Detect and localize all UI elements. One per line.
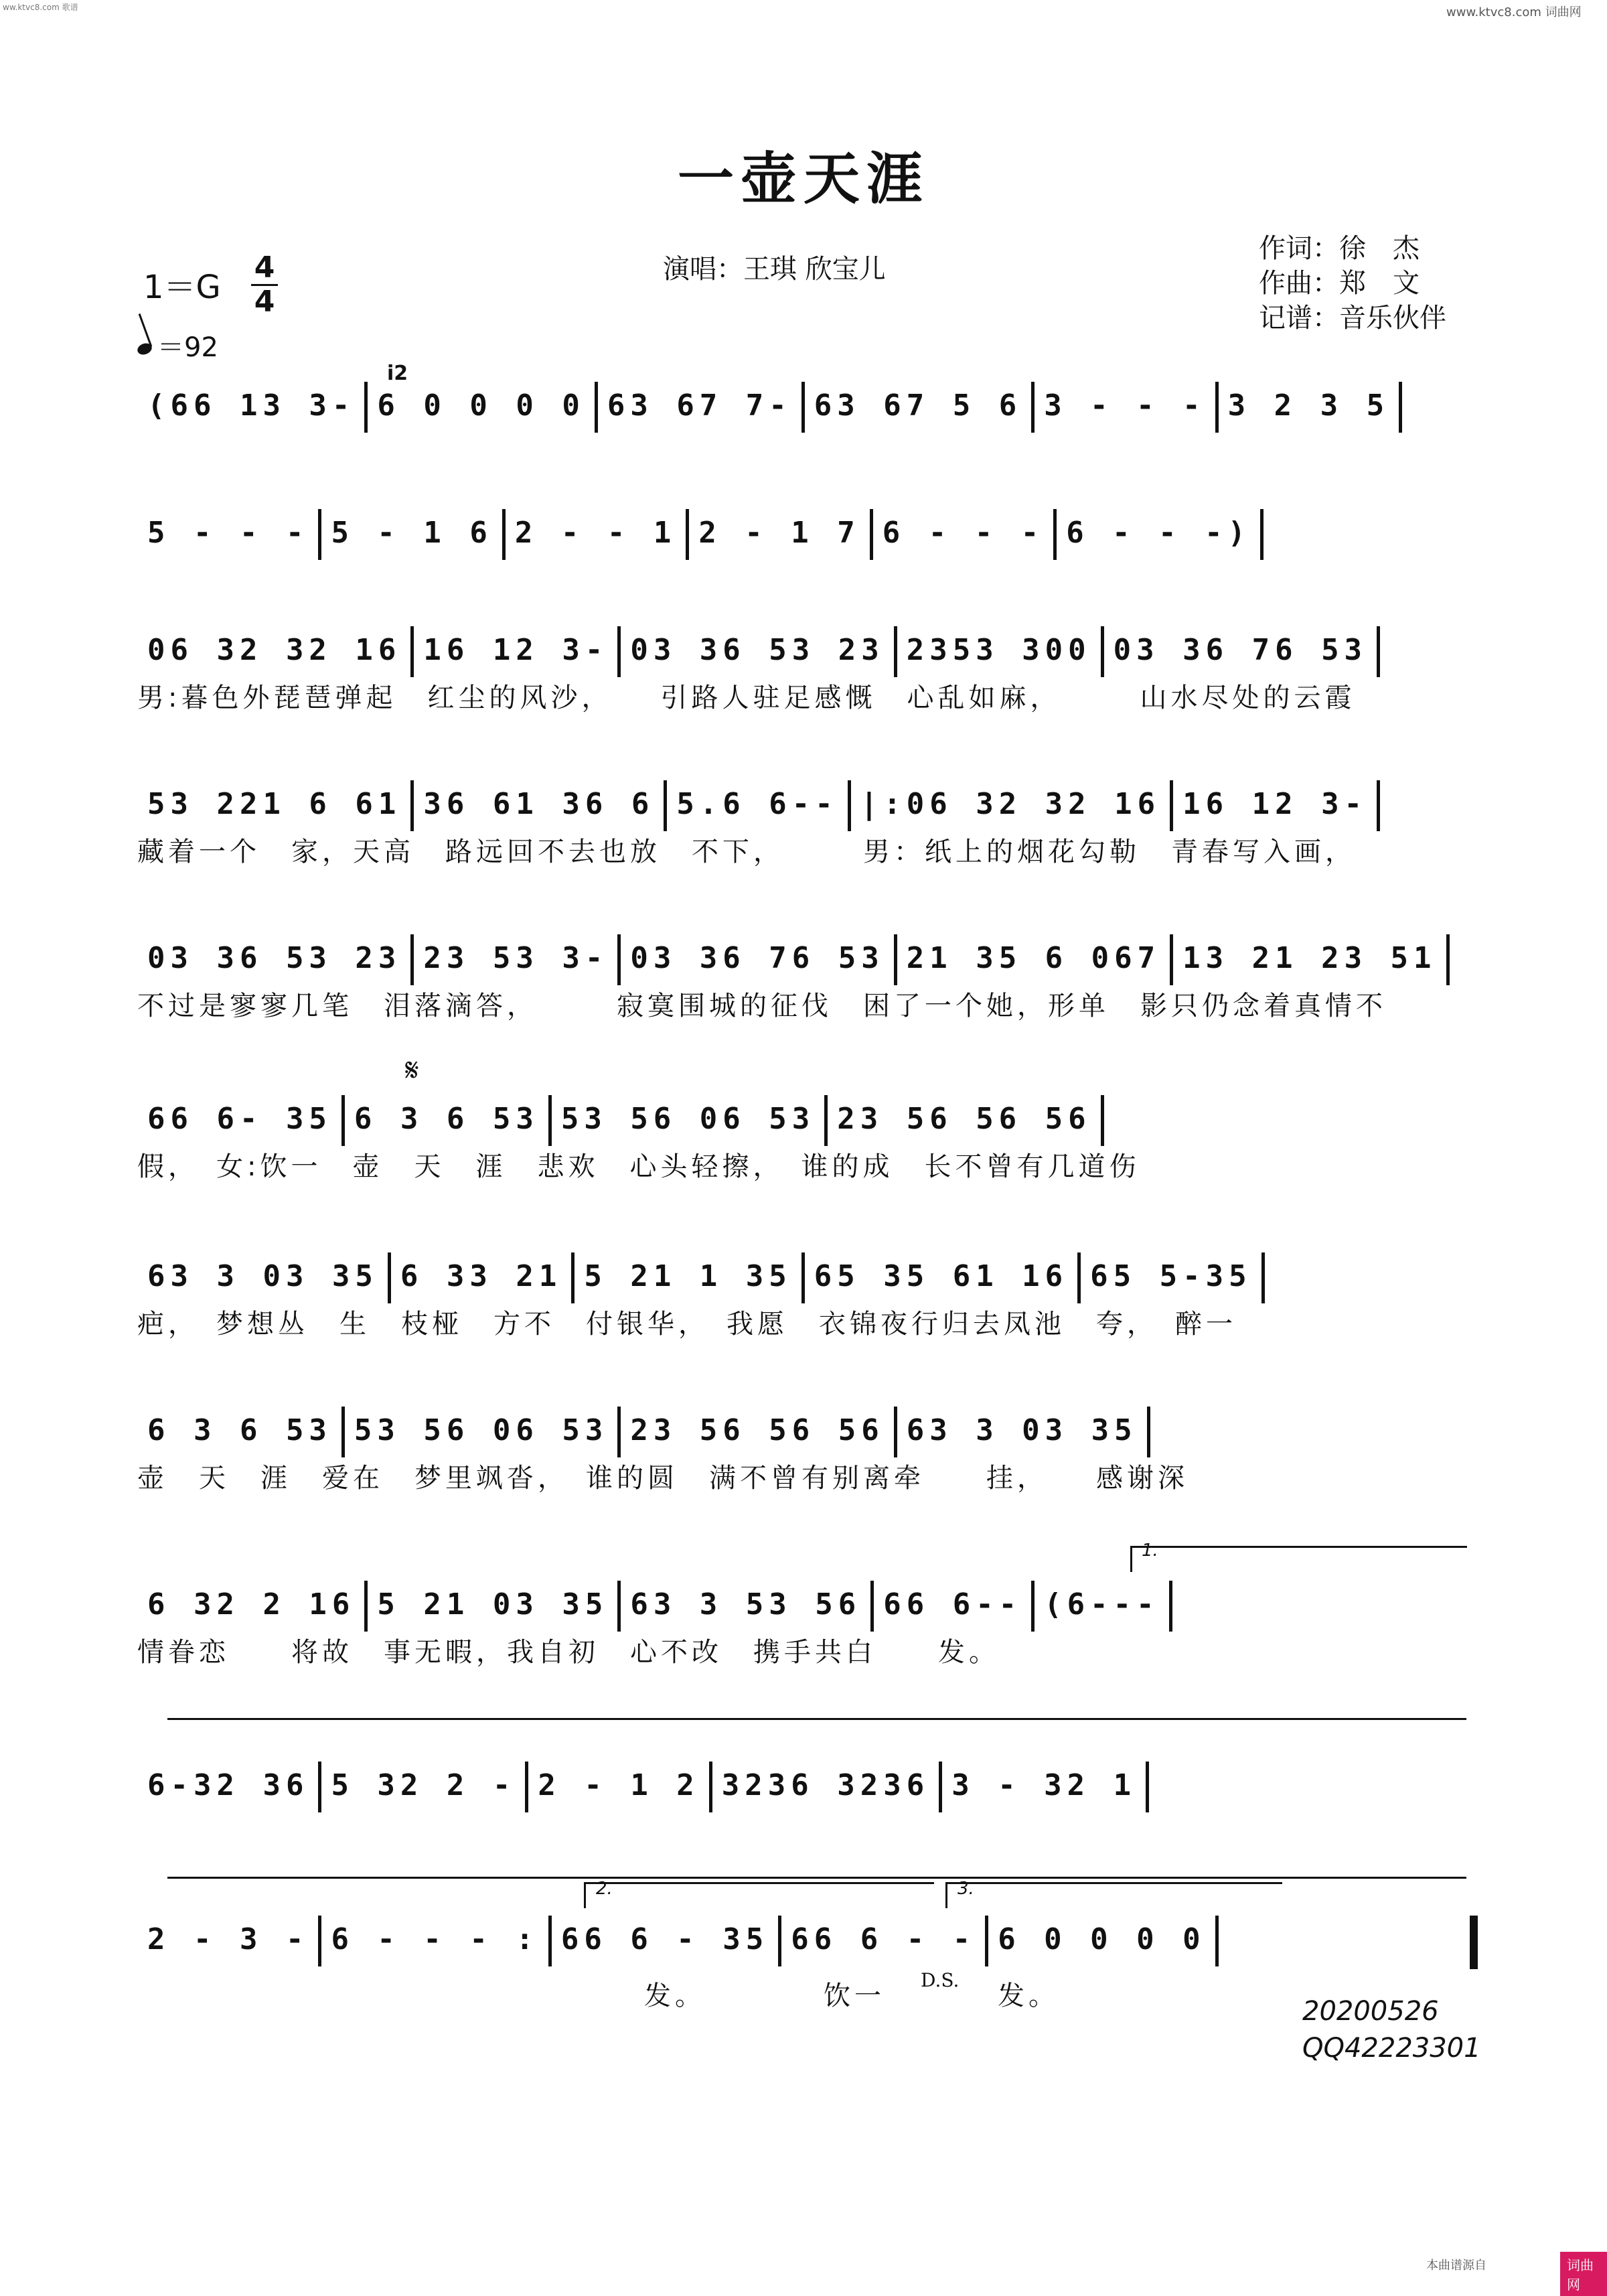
- barline: [548, 1916, 552, 1966]
- barline: [502, 509, 506, 560]
- measure: 66 6 - -: [791, 1922, 976, 1956]
- segno-sign: 𝄋: [405, 1052, 419, 1089]
- barline: [686, 509, 689, 560]
- score-row-notes: [147, 1095, 1114, 1146]
- watermark-brand: 词曲网: [1560, 2252, 1607, 2296]
- transcriber: 记谱：音乐伙伴: [1259, 303, 1446, 334]
- score-row-notes: [147, 780, 1389, 831]
- barline: [1169, 1581, 1172, 1632]
- barline: [778, 1916, 781, 1966]
- barline: [548, 1095, 552, 1146]
- measure: 16 12 3-: [423, 633, 609, 667]
- score-row-notes: [147, 1252, 1274, 1303]
- lyric-end-c: 发。: [998, 1981, 1059, 2011]
- time-signature: [251, 250, 278, 319]
- first-ending-number: 1.: [1142, 1540, 1158, 1561]
- measure: 03 36 76 53: [630, 941, 885, 975]
- tempo-mark: [137, 326, 218, 364]
- measure: 3 - - -: [1044, 388, 1206, 423]
- barline: [1261, 1252, 1265, 1303]
- barline: [617, 934, 621, 985]
- barline: [848, 780, 851, 831]
- footer-date: 20200526: [1302, 1996, 1439, 2027]
- measure: 6 0 0 0 0: [377, 388, 585, 423]
- barline: [985, 1916, 988, 1966]
- measure: 5.6 6--: [676, 787, 838, 821]
- barline: [1147, 1407, 1150, 1457]
- barline: [1101, 626, 1104, 677]
- score-row-notes: [147, 509, 1273, 560]
- barline: [1377, 780, 1380, 831]
- watermark-top-left: ww.ktvc8.com 歌谱: [3, 3, 78, 12]
- third-ending-bracket: [945, 1882, 1282, 1908]
- barline: [1170, 780, 1173, 831]
- measure: 3236 3236: [721, 1768, 930, 1802]
- measure: 21 35 6 067: [906, 941, 1161, 975]
- singers: 演唱：王琪 欣宝儿: [663, 254, 886, 285]
- watermark-bottom: 本曲谱源自: [1426, 2258, 1486, 2273]
- score-row-lyric: 疤， 梦想丛 生 枝桠 方不 付银华， 我愿 衣锦夜行归去凤池 夸， 醉一: [137, 1309, 1237, 1340]
- measure: 63 67 5 6: [814, 388, 1022, 423]
- measure: 2 - - 1: [514, 516, 677, 550]
- second-ending-bracket: [584, 1882, 934, 1908]
- barline: [388, 1252, 391, 1303]
- lyric-end-a: 发。: [644, 1981, 706, 2011]
- measure: 66 6--: [883, 1587, 1022, 1622]
- barline: [1215, 1916, 1219, 1966]
- measure: 63 67 7-: [607, 388, 792, 423]
- measure: 6 3 6 53: [354, 1102, 539, 1136]
- measure: 06 32 32 16: [147, 633, 402, 667]
- barline: [341, 1095, 345, 1146]
- barline: [364, 382, 368, 433]
- measure: 2 - 3 -: [147, 1922, 309, 1956]
- measure: (66 13 3-: [147, 388, 356, 423]
- measure: 5 21 03 35: [377, 1587, 609, 1622]
- barline: [1053, 509, 1057, 560]
- third-ending-number: 3.: [958, 1879, 974, 1899]
- measure: 6-32 36: [147, 1768, 309, 1802]
- score-row-notes: [147, 1581, 1182, 1632]
- tempo-value: ＝92: [157, 332, 218, 363]
- composer: 作曲：郑 文: [1259, 268, 1420, 299]
- barline: [1146, 1762, 1149, 1812]
- barline: [1031, 382, 1035, 433]
- measure: 66 6 - 35: [560, 1922, 769, 1956]
- measure: 65 5-35: [1090, 1259, 1252, 1293]
- measure: 36 61 36 6: [423, 787, 655, 821]
- barline: [364, 1581, 368, 1632]
- measure: 63 3 03 35: [147, 1259, 378, 1293]
- measure: 5 21 1 35: [584, 1259, 792, 1293]
- measure: 16 12 3-: [1182, 787, 1368, 821]
- footer-qq: QQ42223301: [1302, 2033, 1481, 2064]
- time-bottom: 4: [254, 285, 275, 319]
- barline: [894, 934, 897, 985]
- barline: [1031, 1581, 1035, 1632]
- barline: [824, 1095, 828, 1146]
- score-row-lyric: 假， 女:饮一 壶 天 涯 悲欢 心头轻擦， 谁的成 长不曾有几道伤: [137, 1151, 1140, 1182]
- barline: [664, 780, 667, 831]
- song-title: 一壶天涯: [677, 146, 929, 212]
- measure: 6 3 6 53: [147, 1413, 332, 1447]
- score-row-lyric: 壶 天 涯 爱在 梦里飒沓， 谁的圆 满不曾有别离牵 挂， 感谢深: [137, 1463, 1189, 1494]
- score-row-lyric: 情眷恋 将故 事无暇，我自初 心不改 携手共白 发。: [137, 1637, 1000, 1668]
- measure: 53 56 06 53: [560, 1102, 816, 1136]
- barline: [801, 382, 805, 433]
- measure: 5 - 1 6: [331, 516, 493, 550]
- barline: [525, 1762, 528, 1812]
- barline: [894, 626, 897, 677]
- barline: [410, 626, 414, 677]
- barline: [801, 1252, 805, 1303]
- measure: 2353 300: [906, 633, 1091, 667]
- measure: 6 - - - :: [331, 1922, 539, 1956]
- barline: [318, 509, 321, 560]
- measure: 6 33 21: [400, 1259, 562, 1293]
- first-ending-bracket: [1130, 1546, 1467, 1572]
- measure: 3 2 3 5: [1227, 388, 1390, 423]
- measure: 63 3 03 35: [906, 1413, 1138, 1447]
- barline: [1399, 382, 1402, 433]
- measure: 03 36 53 23: [630, 633, 885, 667]
- score-row-notes: [147, 1916, 1228, 1966]
- barline: [1170, 934, 1173, 985]
- barline: [1446, 934, 1450, 985]
- time-top: 4: [254, 250, 275, 285]
- barline: [1260, 509, 1264, 560]
- barline: [1077, 1252, 1081, 1303]
- measure: 2 - 1 7: [698, 516, 860, 550]
- measure: |:06 32 32 16: [860, 787, 1161, 821]
- barline: [870, 1581, 874, 1632]
- barline: [410, 780, 414, 831]
- score-row-lyric: 藏着一个 家，天高 路远回不去也放 不下， 男：纸上的烟花勾勒 青春写入画，: [137, 837, 1356, 867]
- barline: [1377, 626, 1380, 677]
- score-row-lyric: [137, 1970, 1493, 2004]
- measure: 65 35 61 16: [814, 1259, 1069, 1293]
- measure: 66 6- 35: [147, 1102, 332, 1136]
- final-barline: [1470, 1916, 1478, 1969]
- barline: [939, 1762, 942, 1812]
- lyric-end-b: 饮一: [824, 1981, 885, 2011]
- barline: [617, 626, 621, 677]
- measure: 53 221 6 61: [147, 787, 402, 821]
- measure: 5 32 2 -: [331, 1768, 516, 1802]
- measure: 3 - 32 1: [951, 1768, 1137, 1802]
- quarter-note-icon: [136, 342, 153, 357]
- barline: [1101, 1095, 1104, 1146]
- measure: 23 53 3-: [423, 941, 609, 975]
- barline: [1215, 382, 1219, 433]
- credits: [1259, 231, 1446, 336]
- score-row-notes: [147, 1762, 1158, 1812]
- barline: [617, 1407, 621, 1457]
- barline: [318, 1762, 321, 1812]
- section-rule: [167, 1877, 1466, 1879]
- barline: [318, 1916, 321, 1966]
- score-row-lyric: 不过是寥寥几笔 泪落滴答， 寂寞围城的征伐 困了一个她，形单 影只仍念着真情不: [137, 991, 1387, 1021]
- measure: 03 36 76 53: [1113, 633, 1368, 667]
- measure: 5 - - -: [147, 516, 309, 550]
- lyricist: 作词：徐 杰: [1259, 233, 1420, 264]
- second-ending-number: 2.: [596, 1879, 613, 1899]
- dal-segno: D.S.: [921, 1969, 960, 1991]
- measure: 6 - - -): [1066, 516, 1251, 550]
- barline: [595, 382, 598, 433]
- measure: 03 36 53 23: [147, 941, 402, 975]
- key-signature: 1＝G: [143, 269, 221, 306]
- barline: [341, 1407, 345, 1457]
- barline: [870, 509, 873, 560]
- measure: 6 32 2 16: [147, 1587, 356, 1622]
- measure: 23 56 56 56: [837, 1102, 1091, 1136]
- barline: [571, 1252, 575, 1303]
- score-row-notes: [147, 382, 1411, 433]
- measure: 63 3 53 56: [630, 1587, 862, 1622]
- measure: 6 0 0 0 0: [998, 1922, 1206, 1956]
- watermark-top-right: www.ktvc8.com 词曲网: [1446, 5, 1582, 19]
- measure: (6---: [1044, 1587, 1160, 1622]
- barline: [617, 1581, 621, 1632]
- grace-note: i2: [387, 362, 408, 385]
- score-row-notes: [147, 626, 1389, 677]
- barline: [709, 1762, 712, 1812]
- section-rule: [167, 1718, 1466, 1720]
- measure: 2 - 1 2: [538, 1768, 700, 1802]
- score-row-notes: [147, 934, 1459, 985]
- barline: [894, 1407, 897, 1457]
- measure: 23 56 56 56: [630, 1413, 885, 1447]
- measure: 13 21 23 51: [1182, 941, 1437, 975]
- measure: 6 - - -: [882, 516, 1045, 550]
- barline: [410, 934, 414, 985]
- score-row-notes: [147, 1407, 1160, 1457]
- score-row-lyric: 男:暮色外琵琶弹起 红尘的风沙， 引路人驻足感慨 心乱如麻， 山水尽处的云霞: [137, 683, 1356, 713]
- measure: 53 56 06 53: [354, 1413, 609, 1447]
